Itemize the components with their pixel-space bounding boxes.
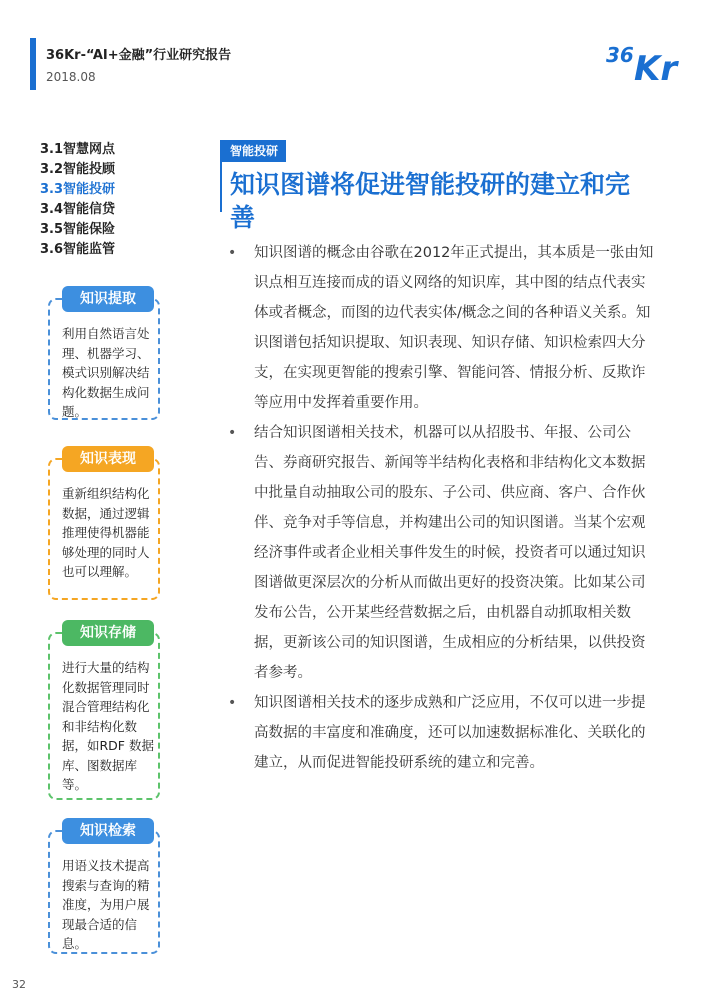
section-nav xyxy=(40,140,115,260)
nav-item-smart-insurance[interactable]: 3.5智能保险 xyxy=(40,222,116,237)
nav-item-smart-regulation[interactable]: 3.6智能监管 xyxy=(40,242,116,257)
card-label: 知识表现 xyxy=(62,446,154,472)
header-accent-bar xyxy=(30,38,36,90)
bullet-text: 结合知识图谱相关技术，机器可以从招股书、年报、公司公告、券商研究报告、新闻等半结构化表格和非结构化文本数据中批量自动抽取公司的股东、子公司、供应商、客户、合作伙伴、竞争对手等信息，并构建出公司的知识图谱。当某个宏观经济事件或者企业相关事件发生的时候，投资者可以通过知识图谱做更深层次的分析从而做出更好的投资决策。比如某公司发布公告，公开某些经营数据之后，由机器自动抓取相关数据，更新该公司的知识图谱，生成相应的分析结果，以供投资者参考。 xyxy=(254,425,646,681)
nav-item-robo-advisor[interactable]: 3.2智能投顾 xyxy=(40,162,116,177)
bullet-item xyxy=(226,688,656,778)
logo-kr: Kr xyxy=(634,49,678,84)
page-number: 32 xyxy=(12,978,26,991)
card-text: 重新组织结构化数据，通过逻辑推理使得机器能够处理的同时人也可以理解。 xyxy=(62,486,150,579)
card-label: 知识存储 xyxy=(62,620,154,646)
card-knowledge-extraction xyxy=(48,291,160,420)
nav-item-smart-branch[interactable]: 3.1智慧网点 xyxy=(40,142,116,157)
logo-36: 36 xyxy=(606,43,634,67)
section-tag: 智能投研 xyxy=(222,140,286,162)
brand-logo xyxy=(604,34,684,84)
card-label: 知识提取 xyxy=(62,286,154,312)
page-title: 知识图谱将促进智能投研的建立和完善 xyxy=(230,170,631,232)
card-text: 进行大量的结构化数据管理同时混合管理结构化和非结构化数据，如RDF 数据库、图数据库等。 xyxy=(62,660,154,792)
bullet-item xyxy=(226,238,656,418)
body-bullets xyxy=(226,238,656,778)
bullet-item xyxy=(226,418,656,688)
report-date: 2018.08 xyxy=(46,70,96,84)
bullet-icon: • xyxy=(228,245,237,261)
bullet-icon: • xyxy=(228,425,237,441)
card-knowledge-storage xyxy=(48,625,160,800)
card-label: 知识检索 xyxy=(62,818,154,844)
bullet-icon: • xyxy=(228,695,237,711)
nav-item-smart-credit[interactable]: 3.4智能信贷 xyxy=(40,202,116,217)
card-text: 用语义技术提高搜索与查询的精准度，为用户展现最合适的信息。 xyxy=(62,858,150,951)
report-title: 36Kr-“AI+金融”行业研究报告 xyxy=(46,48,232,63)
nav-item-smart-research[interactable]: 3.3智能投研 xyxy=(40,182,116,197)
card-text: 利用自然语言处理、机器学习、模式识别解决结构化数据生成问题。 xyxy=(62,326,150,419)
card-knowledge-representation xyxy=(48,451,160,600)
bullet-text: 知识图谱的概念由谷歌在2012年正式提出，其本质是一张由知识点相互连接而成的语义网络的知识库，其中图的结点代表实体或者概念，而图的边代表实体/概念之间的各种语义关系。知识图谱包括知识提取、知识表现、知识存储、知识检索四大分支，在实现更智能的搜索引擎、智能问答、情报分析、反欺诈等应用中发挥着重要作用。 xyxy=(254,245,654,411)
bullet-text: 知识图谱相关技术的逐步成熟和广泛应用，不仅可以进一步提高数据的丰富度和准确度，还可以加速数据标准化、关联化的建立，从而促进智能投研系统的建立和完善。 xyxy=(254,695,646,771)
card-knowledge-retrieval xyxy=(48,823,160,954)
